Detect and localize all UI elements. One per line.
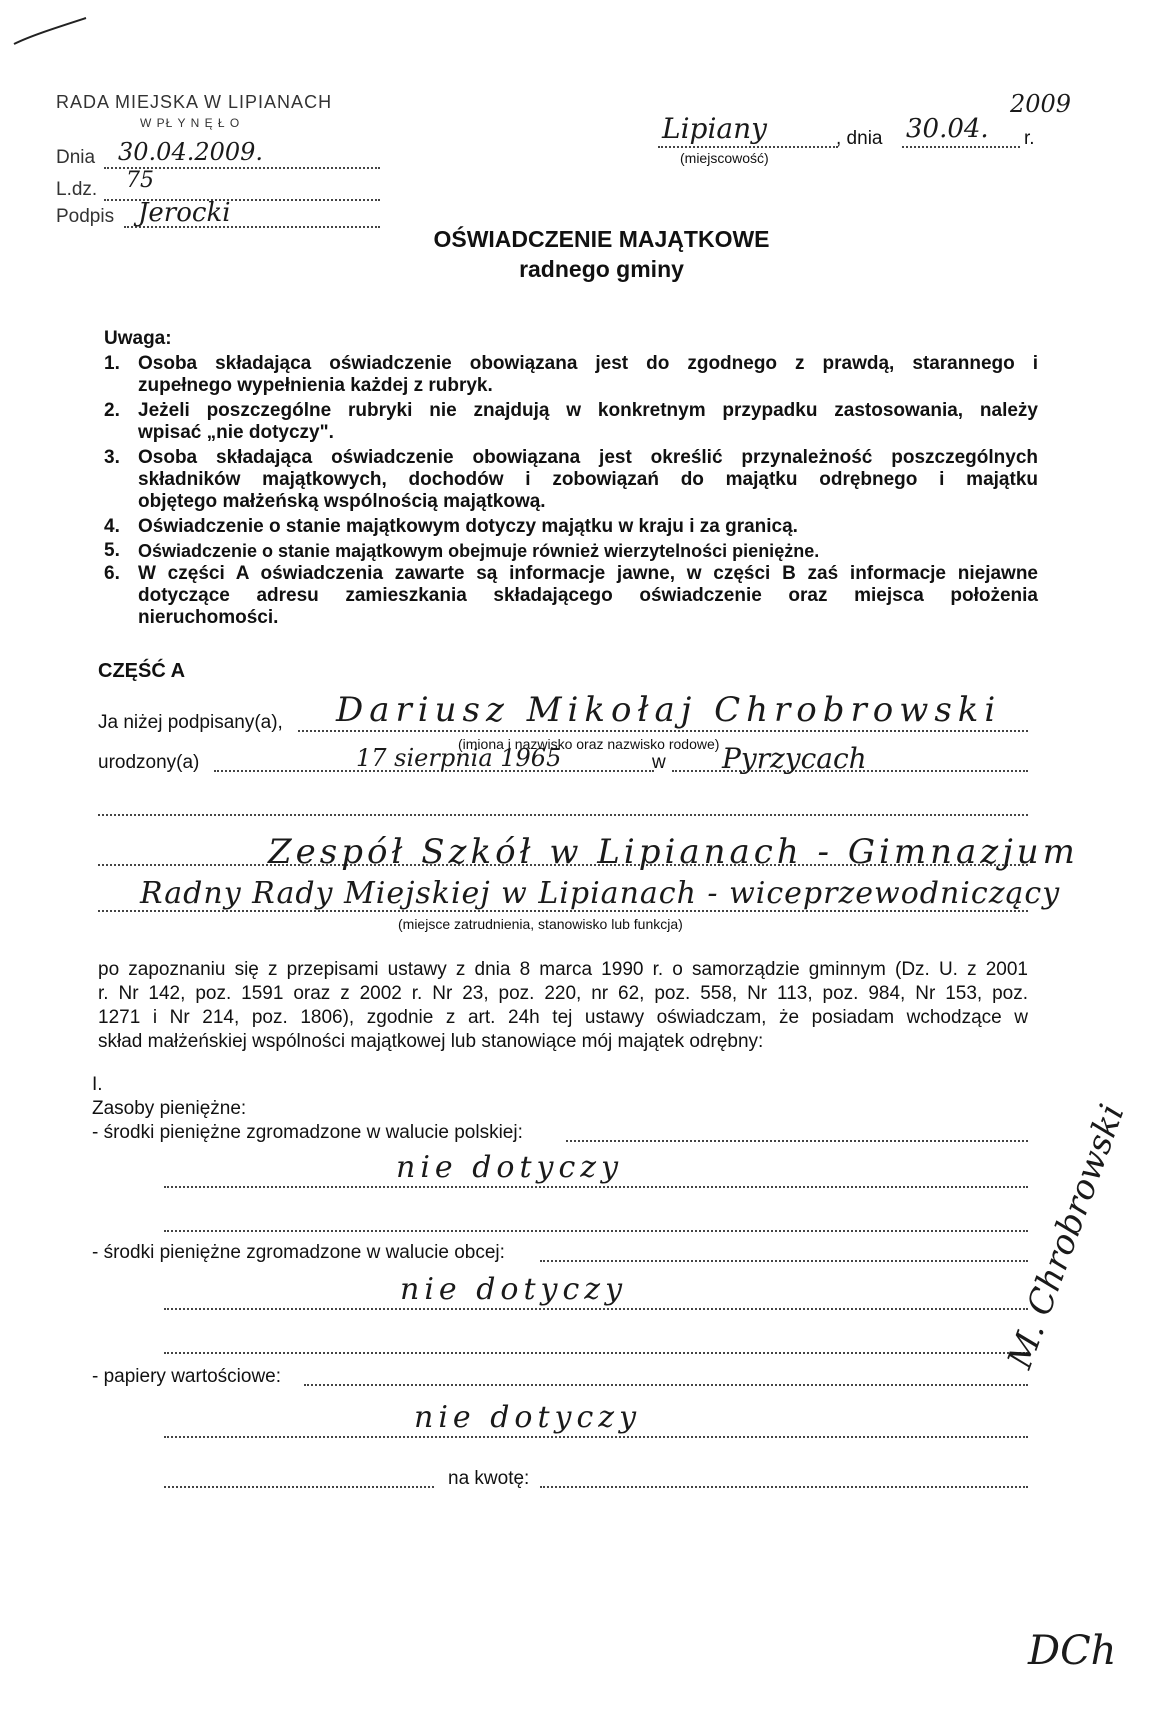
place-caption: (miejscowość) <box>680 150 769 166</box>
part-a-heading: CZĘŚĆ A <box>98 660 186 682</box>
note-line: nieruchomości. <box>138 607 279 628</box>
note-num: 5. <box>104 540 120 561</box>
born-label: urodzony(a) <box>98 752 200 773</box>
born-place: Pyrzycach <box>722 742 867 775</box>
document-subtitle: radnego gminy <box>519 256 684 282</box>
note-line: Osoba składająca oświadczenie obowiązana jest określić przynależność poszczególnych <box>138 447 1038 468</box>
note-num: 4. <box>104 516 120 537</box>
place-value: Lipiany <box>662 112 767 145</box>
date-value: 30.04. <box>906 114 989 144</box>
note-line: objętego małżeńską wspólnością majątkową. <box>138 491 546 512</box>
signed-value: Dariusz Mikołaj Chrobrowski <box>336 690 1002 730</box>
work-line1: Zespół Szkół w Lipianach - Gimnazjum <box>268 832 1079 872</box>
note-item <box>138 540 1038 562</box>
statute-line: r. Nr 142, poz. 1591 oraz z 2002 r. Nr 23, poz. 220, nr 62, poz. 558, Nr 113, poz. 984, Nr 153, poz. <box>98 983 1028 1004</box>
pln-label: - środki pieniężne zgromadzone w walucie polskiej: <box>92 1122 523 1143</box>
born-value: 17 sierpnia 1965 <box>356 744 562 772</box>
note-line: Jeżeli poszczególne rubryki nie znajdują w konkretnym przypadku zastosowania, należy <box>138 400 1038 421</box>
dnia-label: , dnia <box>836 128 883 149</box>
note-num: 2. <box>104 400 120 421</box>
note-num: 6. <box>104 563 120 584</box>
securities-value: nie dotyczy <box>414 1400 642 1435</box>
statute-line: po zapoznaniu się z przepisami ustawy z dnia 8 marca 1990 r. o samorządzie gminnym (Dz. U. z 2001 <box>98 959 1028 980</box>
note-item <box>138 353 1038 397</box>
note-line: Oświadczenie o stanie majątkowym obejmuje również wierzytelności pieniężne. <box>138 541 820 561</box>
statute-line: 1271 i Nr 214, poz. 1806), zgodnie z art. 24h tej ustawy oświadczam, że posiadam wchodzące w <box>98 1007 1028 1028</box>
document-title: OŚWIADCZENIE MAJĄTKOWE <box>433 226 770 252</box>
statute-text <box>98 958 1028 1054</box>
work-line2: Radny Rady Miejskiej w Lipianach - wiceprzewodniczący <box>140 876 1061 911</box>
initials: DCh <box>1028 1628 1117 1674</box>
stamp-dnia-value: 30.04.2009. <box>118 138 264 166</box>
note-line: zupełnego wypełnienia każdej z rubryk. <box>138 375 493 396</box>
note-item <box>138 447 1038 513</box>
note-line: Oświadczenie o stanie majątkowym dotyczy majątku w kraju i za granicą. <box>138 516 798 537</box>
margin-signature: M. Chrobrowski <box>1000 1099 1133 1374</box>
stamp-line2: W PŁ Y N Ę Ł O <box>140 116 241 130</box>
note-line: wpisać „nie dotyczy". <box>138 422 334 443</box>
stamp-podpis-value: Jerocki <box>138 198 231 228</box>
stamp-ldz-label: L.dz. <box>56 179 98 200</box>
note-line: W części A oświadczenia zawarte są informacje jawne, w części B zaś informacje niejawne <box>138 563 1038 584</box>
r-label: r. <box>1024 128 1035 149</box>
note-line: dotyczące adresu zamieszkania składającego oświadczenie oraz miejsca położenia <box>138 585 1038 606</box>
fx-value: nie dotyczy <box>400 1272 628 1307</box>
signed-label: Ja niżej podpisany(a), <box>98 712 283 733</box>
section-heading: Zasoby pieniężne: <box>92 1098 247 1119</box>
statute-line: skład małżeńskiej wspólności majątkowej lub stanowiące mój majątek odrębny: <box>98 1031 764 1052</box>
note-item <box>138 563 1038 629</box>
note-num: 1. <box>104 353 120 374</box>
pln-value: nie dotyczy <box>396 1150 624 1185</box>
work-caption: (miejsce zatrudnienia, stanowisko lub funkcja) <box>398 916 683 932</box>
year-value: 2009 <box>1010 90 1072 118</box>
stamp-ldz-value: 75 <box>126 168 154 193</box>
stamp-podpis-label: Podpis <box>56 206 115 227</box>
amount-label: na kwotę: <box>448 1468 530 1489</box>
section-roman: I. <box>92 1074 103 1095</box>
stamp-dnia-label: Dnia <box>56 147 96 168</box>
note-line: składników majątkowych, dochodów i zobowiązań do majątku odrębnego i majątku <box>138 469 1038 490</box>
fx-label: - środki pieniężne zgromadzone w walucie obcej: <box>92 1242 505 1263</box>
stamp-line1: RADA MIEJSKA W LIPIANACH <box>56 92 333 112</box>
notes-heading: Uwaga: <box>104 328 172 349</box>
note-item <box>138 516 1038 538</box>
corner-scribble <box>10 8 90 48</box>
securities-label: - papiery wartościowe: <box>92 1366 282 1387</box>
note-item <box>138 400 1038 444</box>
note-num: 3. <box>104 447 120 468</box>
born-w-label: w <box>652 752 666 773</box>
names-caption: (imiona i nazwisko oraz nazwisko rodowe) <box>458 736 720 752</box>
note-line: Osoba składająca oświadczenie obowiązana jest do zgodnego z prawdą, starannego i <box>138 353 1038 374</box>
